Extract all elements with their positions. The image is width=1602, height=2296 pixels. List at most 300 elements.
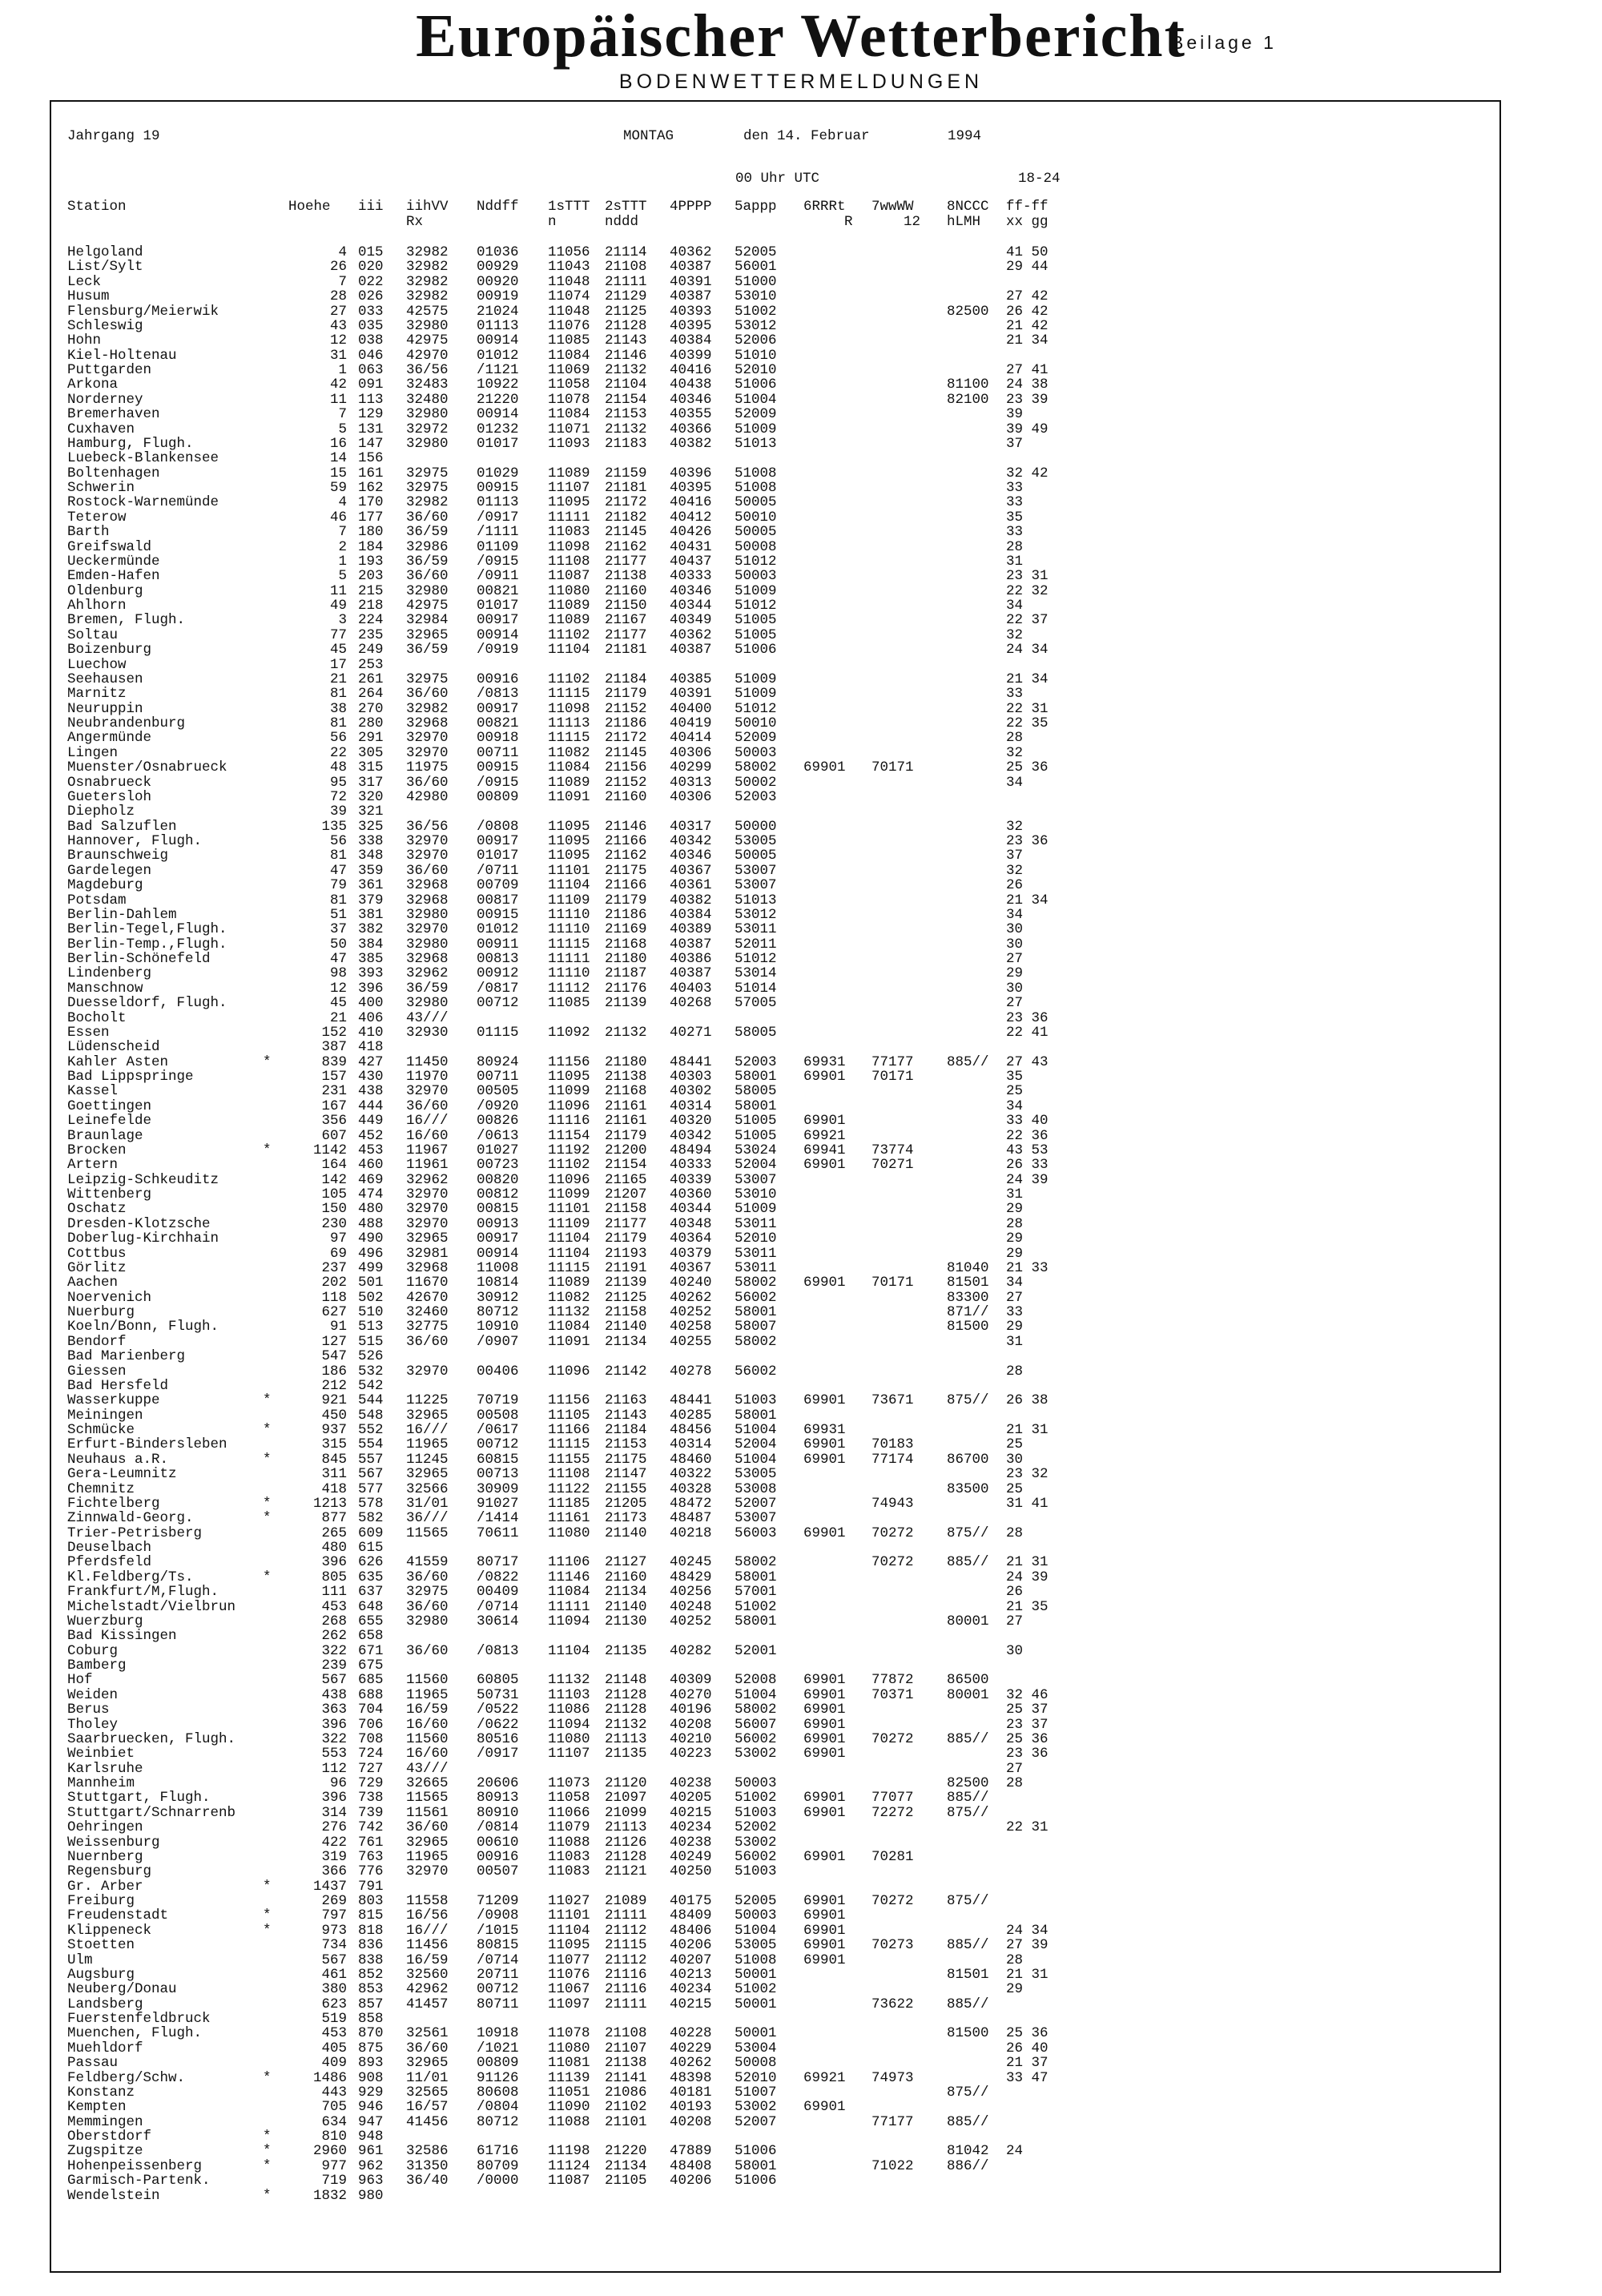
cell-nddff: 00919 [477, 288, 519, 305]
cell-station: Bad Kissingen [67, 1628, 177, 1645]
cell-pppp: 40391 [670, 686, 712, 703]
cell-t1: 11104 [548, 642, 590, 659]
cell-station: Berlin-Schönefeld [67, 951, 211, 967]
cell-iii: 763 [358, 1848, 384, 1865]
cell-station: Rostock-Warnemünde [67, 494, 219, 511]
cell-t1: 11105 [548, 1407, 590, 1424]
cell-ff: 33 [1006, 480, 1024, 496]
cell-station: Neuruppin [67, 700, 143, 717]
cell-ihvv: 42575 [406, 303, 449, 320]
cell-ihvv: 16/57 [406, 2099, 449, 2116]
cell-t2: 21108 [605, 259, 647, 276]
cell-pppp: 40387 [670, 288, 712, 305]
cell-appp: 51005 [735, 612, 777, 629]
cell-pppp: 40213 [670, 1966, 712, 1983]
cell-pppp: 40229 [670, 2040, 712, 2056]
cell-hoehe: 1142 [312, 1142, 347, 1158]
cell-iii: 270 [358, 700, 384, 717]
cell-hoehe: 95 [329, 774, 347, 791]
cell-t2: 21160 [605, 788, 647, 805]
cell-t2: 21205 [605, 1495, 647, 1512]
cell-ff: 31 41 [1006, 1495, 1049, 1512]
cell-ff: 37 [1006, 848, 1024, 864]
cell-hoehe: 322 [321, 1730, 347, 1747]
cell-iii: 532 [358, 1363, 384, 1380]
cell-pppp: 40256 [670, 1584, 712, 1601]
cell-appp: 51003 [735, 1863, 777, 1880]
cell-t2: 21158 [605, 1304, 647, 1320]
cell-appp: 56002 [735, 1730, 777, 1747]
cell-ff: 22 31 [1006, 1819, 1049, 1836]
cell-iii: 474 [358, 1186, 384, 1202]
cell-pppp: 40344 [670, 1201, 712, 1218]
cell-hoehe: 265 [321, 1525, 347, 1541]
cell-rrrt: 69901 [803, 1937, 846, 1954]
cell-t1: 11089 [548, 612, 590, 629]
cell-iii: 727 [358, 1760, 384, 1777]
cell-station-mark: * [263, 2187, 272, 2204]
cell-t2: 21146 [605, 818, 647, 835]
cell-nddff: 01113 [477, 317, 519, 334]
cell-pppp: 40333 [670, 1157, 712, 1174]
cell-ff: 32 [1006, 626, 1024, 643]
cell-station: Puttgarden [67, 362, 152, 378]
cell-appp: 58001 [735, 1069, 777, 1085]
cell-ihvv: 42980 [406, 788, 449, 805]
cell-iii: 893 [358, 2055, 384, 2072]
cell-rrrt: 69901 [803, 1275, 846, 1291]
cell-hoehe: 396 [321, 1554, 347, 1571]
cell-nccc: 81042 [947, 2143, 989, 2160]
cell-nddff: 00916 [477, 671, 519, 687]
cell-ihvv: 16/// [406, 1422, 449, 1438]
cell-iii: 499 [358, 1259, 384, 1276]
cell-pppp: 40361 [670, 877, 712, 894]
cell-iii: 321 [358, 804, 384, 820]
cell-station: Regensburg [67, 1863, 152, 1880]
cell-wwww: 70171 [871, 1275, 914, 1291]
cell-appp: 51006 [735, 2173, 777, 2189]
cell-iii: 637 [358, 1584, 384, 1601]
cell-station: Freudenstadt [67, 1907, 169, 1924]
cell-pppp: 40416 [670, 494, 712, 511]
cell-appp: 58007 [735, 1319, 777, 1335]
cell-t2: 21132 [605, 362, 647, 378]
cell-station: Kl.Feldberg/Ts. [67, 1569, 194, 1585]
cell-iii: 131 [358, 421, 384, 437]
cell-hoehe: 519 [321, 2011, 347, 2027]
cell-appp: 52006 [735, 332, 777, 349]
cell-station: Greifswald [67, 538, 152, 555]
cell-iii: 046 [358, 347, 384, 364]
cell-t2: 21086 [605, 2084, 647, 2101]
cell-pppp: 40215 [670, 1996, 712, 2012]
cell-pppp: 40426 [670, 524, 712, 541]
cell-station: Oschatz [67, 1201, 127, 1218]
cell-ihvv: 16/59 [406, 1702, 449, 1718]
cell-wwww: 70272 [871, 1554, 914, 1571]
cell-iii: 776 [358, 1863, 384, 1880]
cell-nddff: 91027 [477, 1495, 519, 1512]
col-wwww: 7wwWW [871, 199, 914, 215]
cell-ff: 24 34 [1006, 1922, 1049, 1939]
cell-pppp: 40360 [670, 1186, 712, 1202]
cell-appp: 51007 [735, 2084, 777, 2101]
cell-ihvv: 36/59 [406, 524, 449, 541]
col-ff-sub: xx gg [1006, 214, 1049, 230]
cell-t1: 11101 [548, 1907, 590, 1924]
cell-rrrt: 69921 [803, 1127, 846, 1144]
cell-hoehe: 450 [321, 1407, 347, 1424]
cell-hoehe: 48 [329, 759, 347, 776]
cell-appp: 52008 [735, 1672, 777, 1689]
cell-ff: 34 [1006, 906, 1024, 923]
cell-hoehe: 480 [321, 1540, 347, 1556]
cell-appp: 51004 [735, 1451, 777, 1468]
cell-nddff: 00815 [477, 1201, 519, 1218]
cell-pppp: 40206 [670, 2173, 712, 2189]
cell-pppp: 40215 [670, 1804, 712, 1821]
cell-pppp: 40208 [670, 1716, 712, 1733]
cell-t2: 21152 [605, 700, 647, 717]
cell-pppp: 40175 [670, 1893, 712, 1909]
cell-t1: 11132 [548, 1672, 590, 1689]
cell-hoehe: 1 [338, 362, 347, 378]
cell-pppp: 48460 [670, 1451, 712, 1468]
cell-appp: 53005 [735, 1937, 777, 1954]
cell-hoehe: 112 [321, 1760, 347, 1777]
cell-ff: 30 [1006, 1451, 1024, 1468]
cell-iii: 962 [358, 2157, 384, 2174]
cell-station: Oldenburg [67, 582, 143, 599]
cell-pppp: 40206 [670, 1937, 712, 1954]
cell-station: Teterow [67, 509, 127, 526]
cell-nddff: /0915 [477, 553, 519, 570]
cell-hoehe: 111 [321, 1584, 347, 1601]
cell-station-mark: * [263, 2143, 272, 2160]
cell-hoehe: 380 [321, 1981, 347, 1998]
cell-hoehe: 1437 [312, 1878, 347, 1895]
cell-t1: 11077 [548, 1952, 590, 1968]
cell-station: Frankfurt/M,Flugh. [67, 1584, 219, 1601]
time-utc: 00 Uhr UTC [735, 171, 820, 187]
cell-t1: 11091 [548, 1333, 590, 1350]
cell-hoehe: 356 [321, 1113, 347, 1130]
cell-ihvv: 11670 [406, 1275, 449, 1291]
cell-ihvv: 11558 [406, 1893, 449, 1909]
cell-ihvv: 36/60 [406, 1642, 449, 1659]
cell-iii: 177 [358, 509, 384, 526]
cell-t2: 21191 [605, 1259, 647, 1276]
cell-station: Osnabrueck [67, 774, 152, 791]
cell-wwww: 74943 [871, 1495, 914, 1512]
cell-iii: 577 [358, 1480, 384, 1497]
cell-t2: 21159 [605, 465, 647, 481]
cell-nccc: 875// [947, 1893, 989, 1909]
cell-t1: 11076 [548, 317, 590, 334]
cell-rrrt: 69931 [803, 1053, 846, 1070]
cell-pppp: 40395 [670, 480, 712, 496]
cell-ihvv: 32965 [406, 1834, 449, 1851]
cell-station: Tholey [67, 1716, 119, 1733]
cell-iii: 235 [358, 626, 384, 643]
cell-t1: 11104 [548, 1231, 590, 1247]
cell-nccc: 81500 [947, 2025, 989, 2042]
cell-t2: 21150 [605, 598, 647, 614]
cell-hoehe: 28 [329, 288, 347, 305]
cell-t2: 21128 [605, 1702, 647, 1718]
cell-pppp: 40437 [670, 553, 712, 570]
cell-appp: 58001 [735, 1304, 777, 1320]
cell-t2: 21148 [605, 1672, 647, 1689]
cell-nccc: 885// [947, 1790, 989, 1807]
cell-ihvv: 32986 [406, 538, 449, 555]
cell-hoehe: 276 [321, 1819, 347, 1836]
cell-pppp: 48398 [670, 2069, 712, 2086]
cell-ff: 31 [1006, 1186, 1024, 1202]
cell-ihvv: 36/59 [406, 642, 449, 659]
cell-nddff: 80913 [477, 1790, 519, 1807]
cell-pppp: 40228 [670, 2025, 712, 2042]
cell-ff: 43 53 [1006, 1142, 1049, 1158]
cell-iii: 280 [358, 715, 384, 731]
cell-t2: 21152 [605, 774, 647, 791]
cell-appp: 52010 [735, 362, 777, 378]
cell-t1: 11115 [548, 936, 590, 953]
cell-appp: 51005 [735, 1127, 777, 1144]
cell-iii: 609 [358, 1525, 384, 1541]
cell-pppp: 40346 [670, 848, 712, 864]
cell-ff: 41 50 [1006, 244, 1049, 260]
cell-t2: 21134 [605, 1584, 647, 1601]
cell-appp: 51009 [735, 421, 777, 437]
cell-nddff: /1021 [477, 2040, 519, 2056]
cell-ihvv: 36/// [406, 1510, 449, 1527]
cell-hoehe: 567 [321, 1672, 347, 1689]
cell-ff: 32 46 [1006, 1686, 1049, 1703]
cell-t2: 21125 [605, 1289, 647, 1306]
cell-t2: 21113 [605, 1819, 647, 1836]
cell-iii: 948 [358, 2129, 384, 2145]
cell-nccc: 82100 [947, 391, 989, 408]
cell-station: Deuselbach [67, 1540, 152, 1556]
cell-ff: 24 34 [1006, 642, 1049, 659]
cell-nccc: 871// [947, 1304, 989, 1320]
cell-t2: 21168 [605, 936, 647, 953]
cell-ihvv: 32975 [406, 671, 449, 687]
cell-hoehe: 269 [321, 1893, 347, 1909]
cell-station: Landsberg [67, 1996, 143, 2012]
cell-iii: 453 [358, 1142, 384, 1158]
cell-pppp: 48472 [670, 1495, 712, 1512]
cell-t2: 21140 [605, 1598, 647, 1615]
cell-ff: 21 35 [1006, 1598, 1049, 1615]
cell-nddff: 00820 [477, 1171, 519, 1188]
cell-hoehe: 39 [329, 804, 347, 820]
cell-nddff: 00821 [477, 582, 519, 599]
cell-appp: 57005 [735, 995, 777, 1012]
cell-hoehe: 734 [321, 1937, 347, 1954]
cell-nddff: /0908 [477, 1907, 519, 1924]
cell-appp: 51009 [735, 582, 777, 599]
cell-hoehe: 387 [321, 1039, 347, 1056]
cell-ff: 27 [1006, 1760, 1024, 1777]
cell-ff: 21 31 [1006, 1422, 1049, 1438]
cell-t1: 11124 [548, 2157, 590, 2174]
cell-nddff: 00915 [477, 480, 519, 496]
cell-t2: 21162 [605, 848, 647, 864]
cell-t1: 11087 [548, 2173, 590, 2189]
cell-ihvv: 32982 [406, 288, 449, 305]
cell-iii: 396 [358, 980, 384, 997]
cell-ff: 21 33 [1006, 1259, 1049, 1276]
cell-station: Wasserkuppe [67, 1392, 160, 1409]
cell-t1: 11095 [548, 1937, 590, 1954]
cell-ihvv: 32975 [406, 1584, 449, 1601]
cell-t1: 11108 [548, 1466, 590, 1483]
cell-t1: 11084 [548, 347, 590, 364]
cell-t1: 11089 [548, 465, 590, 481]
cell-pppp: 40346 [670, 582, 712, 599]
cell-ihvv: 32980 [406, 406, 449, 423]
cell-ff: 25 37 [1006, 1702, 1049, 1718]
cell-nddff: 21024 [477, 303, 519, 320]
cell-t2: 21112 [605, 1952, 647, 1968]
cell-ihvv: 11565 [406, 1790, 449, 1807]
cell-wwww: 70272 [871, 1730, 914, 1747]
cell-hoehe: 366 [321, 1863, 347, 1880]
cell-t1: 11104 [548, 1922, 590, 1939]
cell-t1: 11027 [548, 1893, 590, 1909]
cell-t1: 11080 [548, 2040, 590, 2056]
cell-nddff: 00712 [477, 995, 519, 1012]
cell-hoehe: 553 [321, 1746, 347, 1762]
cell-hoehe: 845 [321, 1451, 347, 1468]
cell-ihvv: 16/60 [406, 1746, 449, 1762]
cell-t2: 21115 [605, 1937, 647, 1954]
cell-nddff: 00914 [477, 406, 519, 423]
cell-pppp: 40249 [670, 1848, 712, 1865]
cell-nddff: 00409 [477, 1584, 519, 1601]
cell-appp: 52010 [735, 2069, 777, 2086]
cell-iii: 515 [358, 1333, 384, 1350]
cell-iii: 261 [358, 671, 384, 687]
cell-appp: 58002 [735, 1333, 777, 1350]
cell-station: Wittenberg [67, 1186, 152, 1202]
cell-t2: 21112 [605, 1922, 647, 1939]
col-hoehe: Hoehe [288, 199, 331, 215]
cell-nddff: 80717 [477, 1554, 519, 1571]
cell-nddff: 00917 [477, 1231, 519, 1247]
col-nccc: 8NCCC [947, 199, 989, 215]
cell-t2: 21153 [605, 406, 647, 423]
cell-station: Bendorf [67, 1333, 127, 1350]
cell-hoehe: 2 [338, 538, 347, 555]
cell-nddff: 00813 [477, 951, 519, 967]
cell-t2: 21143 [605, 332, 647, 349]
cell-ihvv: 32975 [406, 480, 449, 496]
cell-t2: 21113 [605, 1730, 647, 1747]
cell-iii: 502 [358, 1289, 384, 1306]
cell-station: Weiden [67, 1686, 119, 1703]
cell-t1: 11089 [548, 774, 590, 791]
cell-rrrt: 69901 [803, 1922, 846, 1939]
cell-t1: 11073 [548, 1775, 590, 1791]
cell-ff: 33 [1006, 524, 1024, 541]
cell-t2: 21128 [605, 1848, 647, 1865]
cell-hoehe: 69 [329, 1245, 347, 1262]
cell-t1: 11116 [548, 1113, 590, 1130]
cell-iii: 761 [358, 1834, 384, 1851]
cell-pppp: 40322 [670, 1466, 712, 1483]
cell-t1: 11155 [548, 1451, 590, 1468]
cell-hoehe: 443 [321, 2084, 347, 2101]
cell-hoehe: 37 [329, 921, 347, 938]
cell-iii: 658 [358, 1628, 384, 1645]
cell-t1: 11083 [548, 1848, 590, 1865]
cell-station-mark: * [263, 1451, 272, 1468]
cell-ff: 31 [1006, 553, 1024, 570]
cell-ihvv: 32970 [406, 1083, 449, 1100]
col-ff: ff-ff [1006, 199, 1049, 215]
cell-pppp: 40234 [670, 1981, 712, 1998]
cell-nddff: 00712 [477, 1981, 519, 1998]
cell-t1: 11069 [548, 362, 590, 378]
cell-station: Meiningen [67, 1407, 143, 1424]
cell-t1: 11102 [548, 671, 590, 687]
cell-nccc: 81501 [947, 1275, 989, 1291]
cell-t1: 11058 [548, 377, 590, 393]
cell-nddff: 00915 [477, 906, 519, 923]
cell-ihvv: 32775 [406, 1319, 449, 1335]
cell-iii: 708 [358, 1730, 384, 1747]
cell-t1: 11074 [548, 288, 590, 305]
cell-iii: 038 [358, 332, 384, 349]
cell-appp: 50005 [735, 524, 777, 541]
cell-t1: 11078 [548, 2025, 590, 2042]
cell-ihvv: 11561 [406, 1804, 449, 1821]
cell-ff: 22 31 [1006, 700, 1049, 717]
cell-nddff: 20711 [477, 1966, 519, 1983]
cell-t2: 21116 [605, 1966, 647, 1983]
cell-station: Zugspitze [67, 2143, 143, 2160]
cell-hoehe: 38 [329, 700, 347, 717]
cell-appp: 53011 [735, 921, 777, 938]
cell-nddff: 00507 [477, 1863, 519, 1880]
cell-iii: 218 [358, 598, 384, 614]
cell-nddff: /1121 [477, 362, 519, 378]
cell-ff: 21 37 [1006, 2055, 1049, 2072]
cell-station: Lindenberg [67, 965, 152, 982]
cell-nddff: 01036 [477, 244, 519, 260]
cell-iii: 648 [358, 1598, 384, 1615]
cell-pppp: 40384 [670, 906, 712, 923]
cell-nddff: 01017 [477, 598, 519, 614]
cell-t2: 21165 [605, 1171, 647, 1188]
cell-t1: 11156 [548, 1392, 590, 1409]
cell-nddff: /0613 [477, 1127, 519, 1144]
cell-t2: 21138 [605, 1069, 647, 1085]
cell-hoehe: 438 [321, 1686, 347, 1703]
cell-appp: 52007 [735, 2113, 777, 2130]
cell-t2: 21105 [605, 2173, 647, 2189]
cell-t2: 21138 [605, 568, 647, 585]
cell-ihvv: 36/60 [406, 862, 449, 879]
cell-t2: 21145 [605, 744, 647, 761]
cell-ihvv: 36/60 [406, 1333, 449, 1350]
cell-nddff: /0622 [477, 1716, 519, 1733]
cell-hoehe: 453 [321, 2025, 347, 2042]
